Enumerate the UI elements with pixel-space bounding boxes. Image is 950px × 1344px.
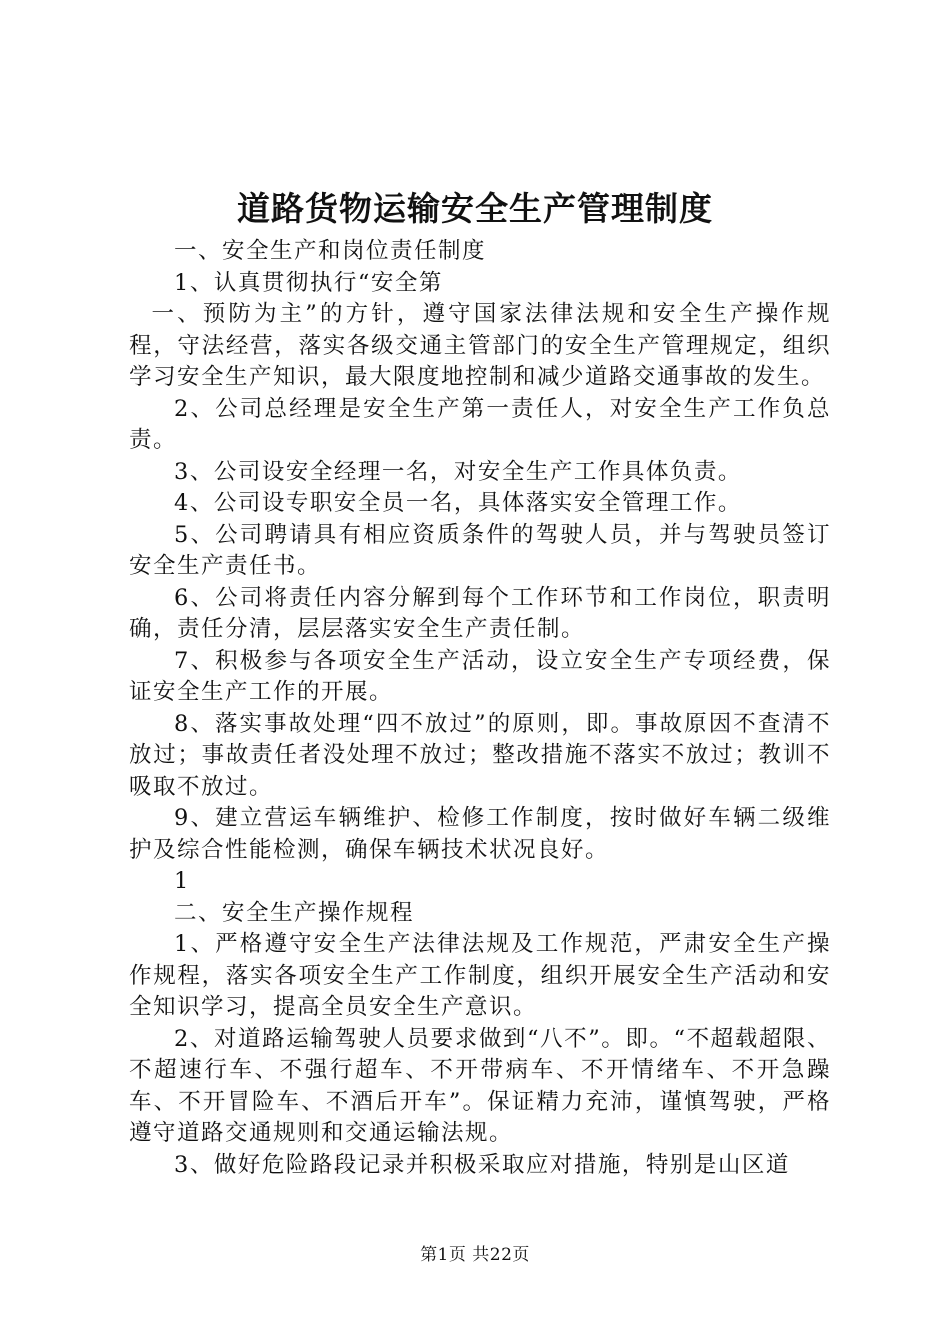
page-number-inline: 1 bbox=[174, 868, 190, 894]
paragraph-11: 2、对道路运输驾驶人员要求做到“八不”。即。“不超载超限、不超速行车、不强行超车、不开带病车、不开情绪车、不开急躁车、不开冒险车、不酒后开车”。保证精力充沛，谨慎驾驶，严格遵守道路交通规则和交通运输法规。 bbox=[129, 1025, 831, 1146]
paragraph-10: 1、严格遵守安全生产法律法规及工作规范，严肃安全生产操作规程，落实各项安全生产工作制度，组织开展安全生产活动和安全知识学习，提高全员安全生产意识。 bbox=[129, 931, 831, 1020]
paragraph-5: 5、公司聘请具有相应资质条件的驾驶人员，并与驾驶员签订安全生产责任书。 bbox=[129, 521, 831, 579]
paragraph-3: 3、公司设安全经理一名，对安全生产工作具体负责。 bbox=[174, 458, 742, 485]
paragraph-7: 7、积极参与各项安全生产活动，设立安全生产专项经费，保证安全生产工作的开展。 bbox=[129, 647, 831, 705]
paragraph-9: 9、建立营运车辆维护、检修工作制度，按时做好车辆二级维护及综合性能检测，确保车辆技术状况良好。 bbox=[129, 805, 831, 863]
document-title: 道路货物运输安全生产管理制度 bbox=[237, 189, 713, 228]
paragraph-12: 3、做好危险路段记录并积极采取应对措施，特别是山区道 bbox=[174, 1151, 790, 1178]
section-heading-1: 一、安全生产和岗位责任制度 bbox=[174, 238, 487, 264]
page-footer: 第1页 共22页 bbox=[420, 1245, 530, 1265]
paragraph-2: 2、公司总经理是安全生产第一责任人，对安全生产工作负总责。 bbox=[129, 395, 831, 453]
paragraph-1-continued: 一、预防为主”的方针，遵守国家法律法规和安全生产操作规程，守法经营，落实各级交通主管部门的安全生产管理规定，组织学习安全生产知识，最大限度地控制和减少道路交通事故的发生。 bbox=[129, 301, 831, 390]
section-heading-2: 二、安全生产操作规程 bbox=[174, 899, 415, 926]
paragraph-4: 4、公司设专职安全员一名，具体落实安全管理工作。 bbox=[174, 490, 742, 516]
document-body bbox=[129, 236, 831, 1181]
paragraph-1: 1、认真贯彻执行“安全第 bbox=[174, 269, 443, 296]
paragraph-6: 6、公司将责任内容分解到每个工作环节和工作岗位，职责明确，责任分清，层层落实安全生产责任制。 bbox=[129, 584, 831, 642]
paragraph-8: 8、落实事故处理“四不放过”的原则，即。事故原因不查清不放过；事故责任者没处理不放过；整改措施不落实不放过；教训不吸取不放过。 bbox=[129, 710, 831, 800]
